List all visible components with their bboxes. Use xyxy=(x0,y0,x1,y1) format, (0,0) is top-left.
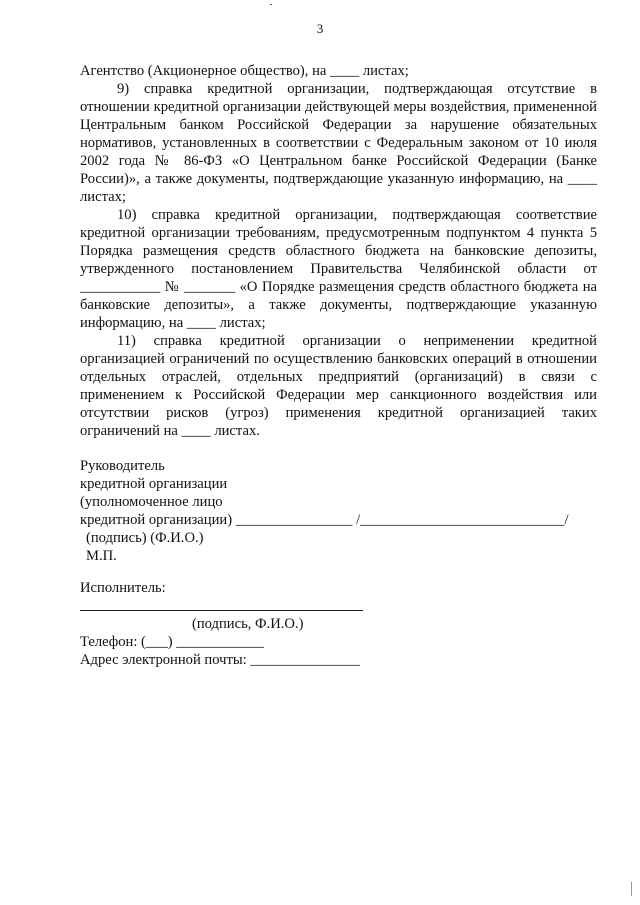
executor-label: Исполнитель: xyxy=(80,580,166,596)
executor-email: Адрес электронной почты: _______________ xyxy=(80,652,360,668)
stamp-place: М.П. xyxy=(86,548,117,564)
signature-title: Руководитель xyxy=(80,458,165,474)
executor-caption: (подпись, Ф.И.О.) xyxy=(192,616,304,632)
signature-authorized: (уполномоченное лицо xyxy=(80,494,223,510)
paragraph-item-10: 10) справка кредитной организации, подтверждающая соответствие кредитной организации требованиям, предусмотренным подпунктом 4 пункта 5 Порядка размещения средств областного бюджета на банковские депозиты, утвержденного постановлением Правительства Челябинской области от ___________ № _______ «О Порядке размещения средств областного бюджета на банковские депозиты», а также документы, подтверждающие указанную информацию, на ____ листах; xyxy=(80,207,597,331)
signature-caption: (подпись) (Ф.И.О.) xyxy=(86,530,204,546)
paragraph-item-11: 11) справка кредитной организации о неприменении кредитной организацией ограничений по осуществлению банковских операций в отношении отдельных отраслей, отдельных предприятий (организаций) в связи с применением к Российской Федерации мер санкционного воздействия или отсутствии рисков (угроз) применения кредитной организацией таких ограничений на ____ листах. xyxy=(80,333,597,439)
signature-org: кредитной организации xyxy=(80,476,228,492)
signature-line: кредитной организации) ________________ /____________________________/ xyxy=(80,512,569,528)
paragraph-item-9: 9) справка кредитной организации, подтверждающая отсутствие в отношении кредитной организации действующей меры воздействия, примененной Центральным банком Российской Федерации за нарушение обязательных нормативов, установленных в соответствии с Федеральным законом от 10 июля 2002 года № 86-ФЗ «О Центральном банке Российской Федерации (Банке России)», а также документы, подтверждающие указанную информацию, на ____ листах; xyxy=(80,81,597,205)
document-body xyxy=(80,62,597,440)
scan-edge-mark xyxy=(631,882,632,896)
executor-phone: Телефон: (___) ____________ xyxy=(80,634,264,650)
executor-signature-line xyxy=(80,597,600,615)
page-number: 3 xyxy=(316,21,324,36)
executor-block xyxy=(80,579,600,669)
scan-mark xyxy=(270,4,272,5)
paragraph-item-8-tail: Агентство (Акционерное общество), на ____ листах; xyxy=(80,63,409,79)
signature-block xyxy=(80,457,600,565)
